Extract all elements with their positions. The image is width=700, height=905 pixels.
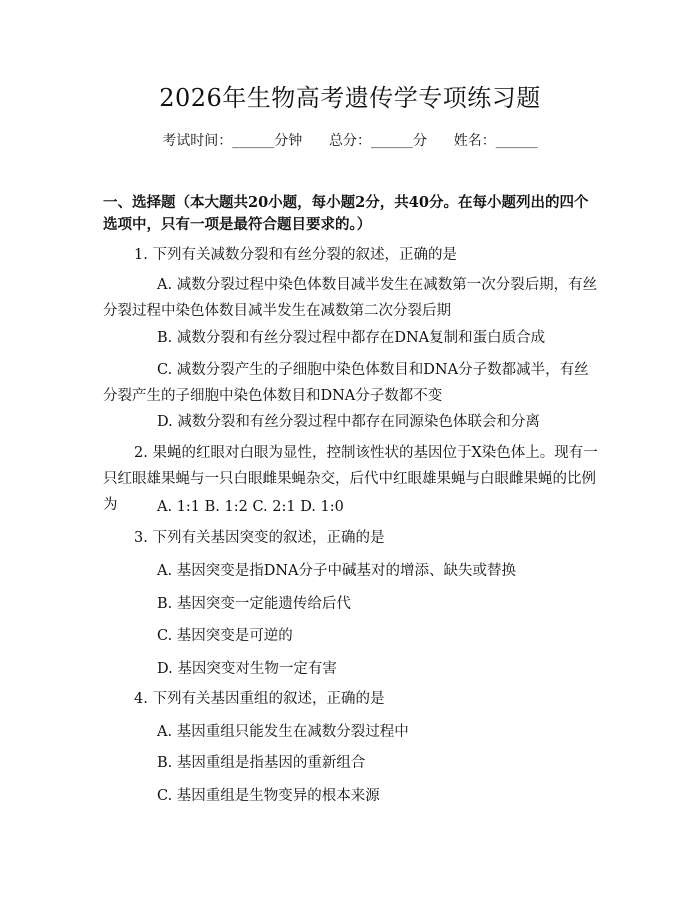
question-2-stem: 2. 果蝇的红眼对白眼为显性，控制该性状的基因位于X染色体上。现有一只红眼雄果蝇与一只白眼雌果蝇杂交，后代中红眼雄果蝇与白眼雌果蝇的比例为: [103, 445, 598, 513]
section-heading: 一、选择题（本大题共20小题，每小题2分，共40分。在每小题列出的四个选项中，只有一项是最符合题目要求的。）: [103, 194, 589, 233]
question-4-option-c: C. 基因重组是生物变异的根本来源: [157, 788, 380, 804]
question-3-option-b: B. 基因突变一定能遗传给后代: [157, 596, 351, 612]
question-4-stem: 4. 下列有关基因重组的叙述，正确的是: [134, 691, 385, 707]
question-1-stem: 1. 下列有关减数分裂和有丝分裂的叙述，正确的是: [134, 247, 457, 263]
question-3-option-c: C. 基因突变是可逆的: [157, 628, 293, 644]
question-4-option-b: B. 基因重组是指基因的重新组合: [157, 755, 366, 771]
exam-info-line: 考试时间：______分钟 总分：______分 姓名：______: [162, 133, 538, 149]
question-1-option-b: B. 减数分裂和有丝分裂过程中都存在DNA复制和蛋白质合成: [157, 330, 546, 346]
question-3-stem: 3. 下列有关基因突变的叙述，正确的是: [134, 530, 385, 546]
question-1-option-d: D. 减数分裂和有丝分裂过程中都存在同源染色体联会和分离: [157, 414, 540, 430]
question-1-option-a: A. 减数分裂过程中染色体数目减半发生在减数第一次分裂后期，有丝分裂过程中染色体数目减半发生在减数第二次分裂后期: [103, 277, 598, 319]
question-4-option-a: A. 基因重组只能发生在减数分裂过程中: [157, 724, 409, 740]
question-3-option-d: D. 基因突变对生物一定有害: [157, 661, 337, 677]
question-1-option-c: C. 减数分裂产生的子细胞中染色体数目和DNA分子数都减半，有丝分裂产生的子细胞中染色体数目和DNA分子数都不变: [103, 362, 589, 404]
question-3-option-a: A. 基因突变是指DNA分子中碱基对的增添、缺失或替换: [157, 563, 516, 579]
question-2-options: A. 1:1 B. 1:2 C. 2:1 D. 1:0: [157, 499, 344, 515]
page-title: 2026年生物高考遗传学专项练习题: [159, 84, 541, 112]
